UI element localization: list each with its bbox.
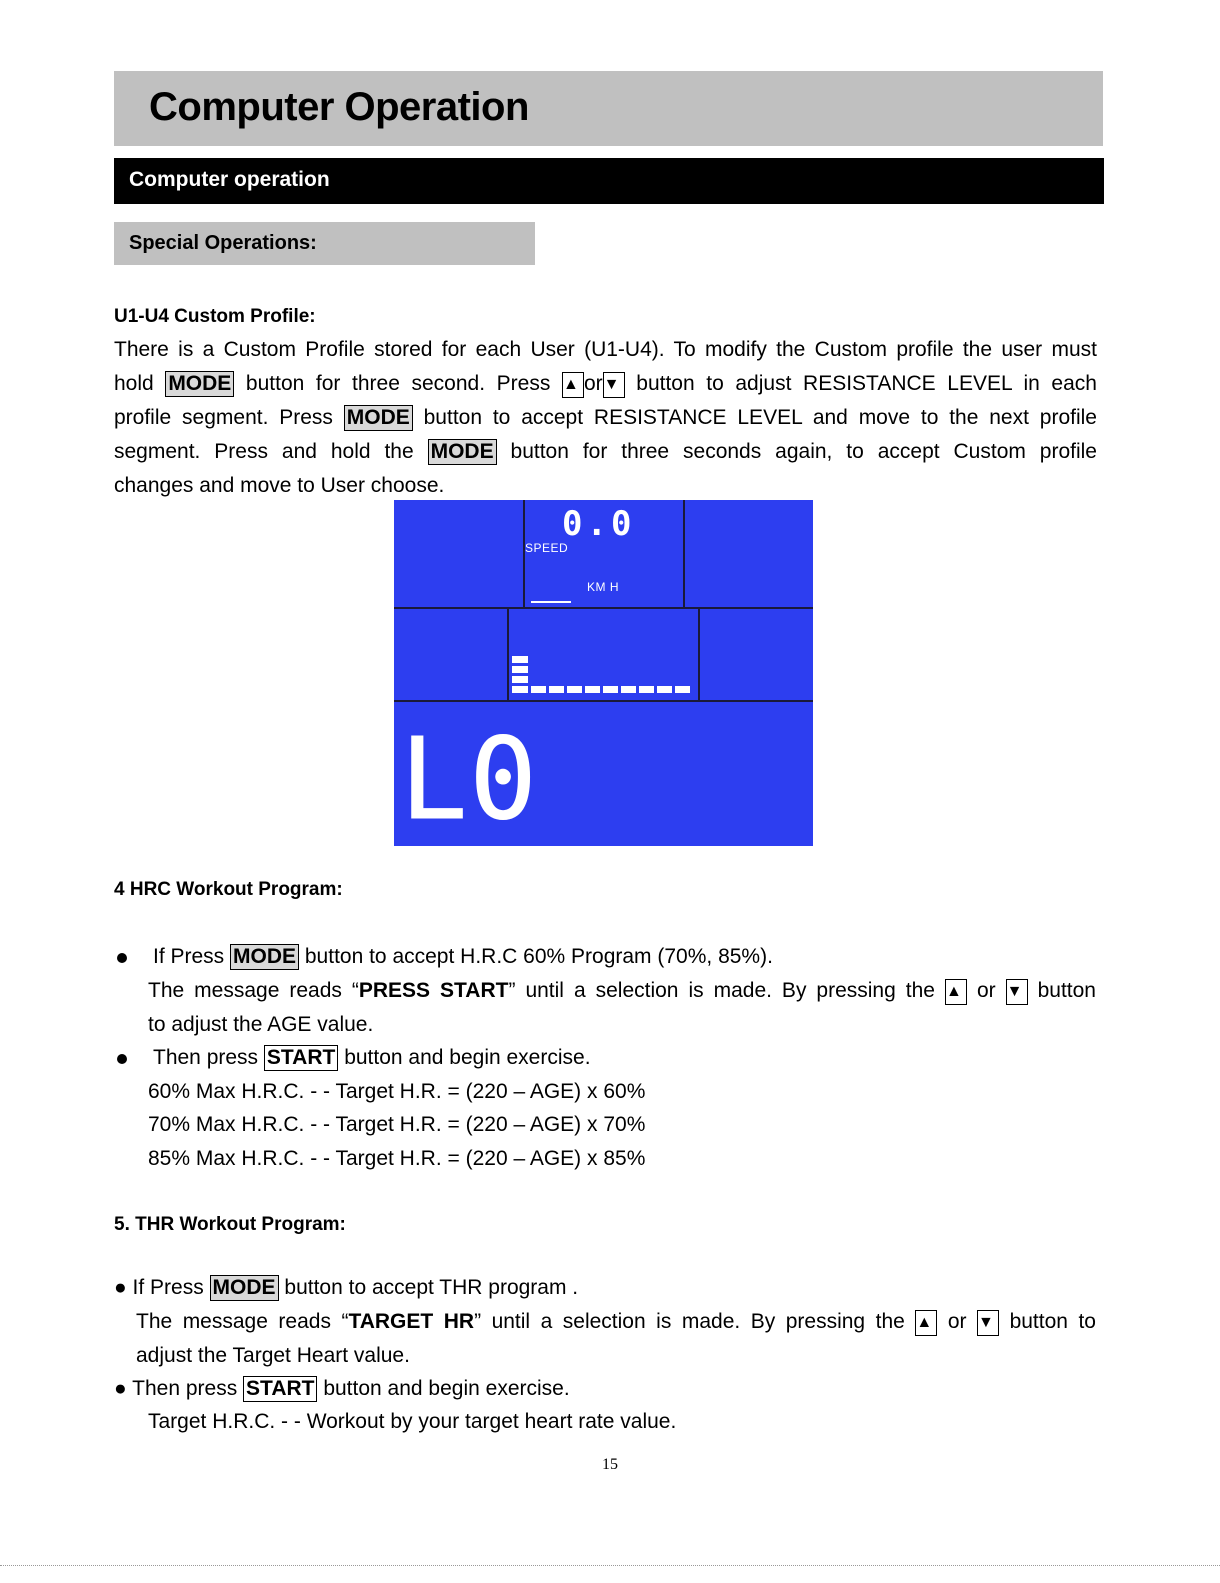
text-line: Target H.R.C. - - Workout by your target heart rate value.: [148, 1410, 677, 1433]
thr-message-line: [136, 1305, 1096, 1339]
bullet-icon: [117, 953, 127, 963]
hrc-heading: 4 HRC Workout Program:: [114, 879, 343, 900]
text-span: button: [1037, 979, 1096, 1002]
text-line: to adjust the AGE value.: [148, 1013, 374, 1036]
text-span: hold: [114, 372, 154, 395]
profile-segment: [603, 686, 618, 693]
lcd-divider: [394, 700, 813, 702]
profile-segment: [512, 666, 528, 673]
formula-line: 70% Max H.R.C. - - Target H.R. = (220 – AGE) x 70%: [148, 1113, 646, 1136]
profile-segment: [621, 686, 636, 693]
subsection-bar: [114, 222, 535, 265]
formula-line: 85% Max H.R.C. - - Target H.R. = (220 – AGE) x 85%: [148, 1147, 646, 1170]
custom-profile-heading: U1-U4 Custom Profile:: [114, 306, 316, 327]
text-line: adjust the Target Heart value.: [136, 1344, 410, 1367]
text-span: If Press: [153, 945, 225, 968]
text-span: profile segment. Press: [114, 406, 333, 429]
text-span: button to accept H.R.C 60% Program (70%, 85%).: [304, 945, 773, 968]
press-start-text: PRESS START: [358, 979, 509, 1002]
lcd-display-image: [394, 500, 813, 846]
text-span: button to: [1009, 1310, 1096, 1333]
text-span: button to accept THR program .: [284, 1276, 579, 1299]
level-display: L0: [400, 715, 539, 845]
text-span: ” until a selection is made. By pressing the: [474, 1310, 905, 1333]
profile-segment: [567, 686, 582, 693]
text-span: button and begin exercise.: [323, 1377, 570, 1400]
profile-segment: [585, 686, 600, 693]
mode-button-label: MODE: [344, 405, 413, 431]
start-button-label: START: [264, 1045, 338, 1071]
text-span: The message reads “: [148, 979, 359, 1002]
lcd-divider: [507, 608, 509, 701]
up-arrow-icon: ▲: [945, 979, 967, 1005]
text-span: or: [947, 1310, 967, 1333]
page-bottom-rule: [0, 1565, 1220, 1567]
mode-button-label: MODE: [428, 439, 497, 465]
profile-segment: [675, 686, 690, 693]
hrc-bullet-1: [153, 940, 773, 974]
thr-bullet-1: [114, 1271, 578, 1305]
lcd-divider: [683, 500, 685, 608]
lcd-divider: [698, 608, 700, 701]
thr-bullet-2: [114, 1372, 570, 1406]
start-button-label: START: [243, 1376, 317, 1402]
subsection-title: Special Operations:: [129, 232, 317, 254]
text-span: segment. Press and hold the: [114, 440, 414, 463]
speed-label: SPEED: [525, 541, 569, 555]
text-line: [114, 367, 1097, 401]
speed-value: 0.0: [562, 504, 636, 544]
text-line: [114, 435, 1097, 469]
profile-segment: [512, 686, 528, 693]
mode-button-label: MODE: [165, 371, 234, 397]
text-span: or: [976, 979, 996, 1002]
bullet-icon: [117, 1054, 127, 1064]
down-arrow-icon: ▼: [977, 1310, 999, 1336]
text-line: There is a Custom Profile stored for each User (U1-U4). To modify the Custom profile the user must: [114, 338, 1097, 361]
profile-segment: [657, 686, 672, 693]
hrc-bullet-2: [153, 1041, 591, 1075]
text-span: ● If Press: [114, 1276, 204, 1299]
text-line: [114, 401, 1097, 435]
text-span: button to adjust RESISTANCE LEVEL in each: [636, 372, 1097, 395]
text-span: button to accept RESISTANCE LEVEL and move to the next profile: [423, 406, 1097, 429]
hrc-message-line: [148, 974, 1096, 1008]
profile-segment: [639, 686, 654, 693]
mode-button-label: MODE: [210, 1275, 279, 1301]
custom-profile-text: [114, 333, 1097, 503]
profile-segment: [512, 676, 528, 683]
thr-heading: 5. THR Workout Program:: [114, 1214, 346, 1235]
text-span: ● Then press: [114, 1377, 238, 1400]
profile-segment: [531, 686, 546, 693]
up-arrow-icon: ▲: [915, 1310, 937, 1336]
text-line: changes and move to User choose.: [114, 474, 445, 497]
down-arrow-icon: ▼: [1006, 979, 1028, 1005]
page-title: Computer Operation: [149, 85, 529, 129]
profile-segment: [512, 656, 528, 663]
mode-button-label: MODE: [230, 944, 299, 970]
lcd-underline: [531, 601, 571, 603]
section-title: Computer operation: [129, 168, 330, 191]
text-span: The message reads “: [136, 1310, 349, 1333]
text-span: or: [583, 372, 603, 395]
profile-segment: [549, 686, 564, 693]
down-arrow-icon: ▼: [603, 372, 625, 398]
up-arrow-icon: ▲: [562, 372, 584, 398]
text-span: Then press: [153, 1046, 259, 1069]
section-bar: [114, 158, 1104, 204]
lcd-divider: [394, 607, 813, 609]
formula-line: 60% Max H.R.C. - - Target H.R. = (220 – AGE) x 60%: [148, 1080, 646, 1103]
target-hr-text: TARGET HR: [348, 1310, 475, 1333]
text-span: button for three second. Press: [245, 372, 551, 395]
unit-label: KM H: [587, 580, 619, 594]
title-bar: [114, 71, 1103, 146]
text-span: button and begin exercise.: [344, 1046, 591, 1069]
page-number: 15: [602, 1456, 618, 1473]
text-span: button for three seconds again, to accept Custom profile: [510, 440, 1097, 463]
text-span: ” until a selection is made. By pressing the: [508, 979, 935, 1002]
